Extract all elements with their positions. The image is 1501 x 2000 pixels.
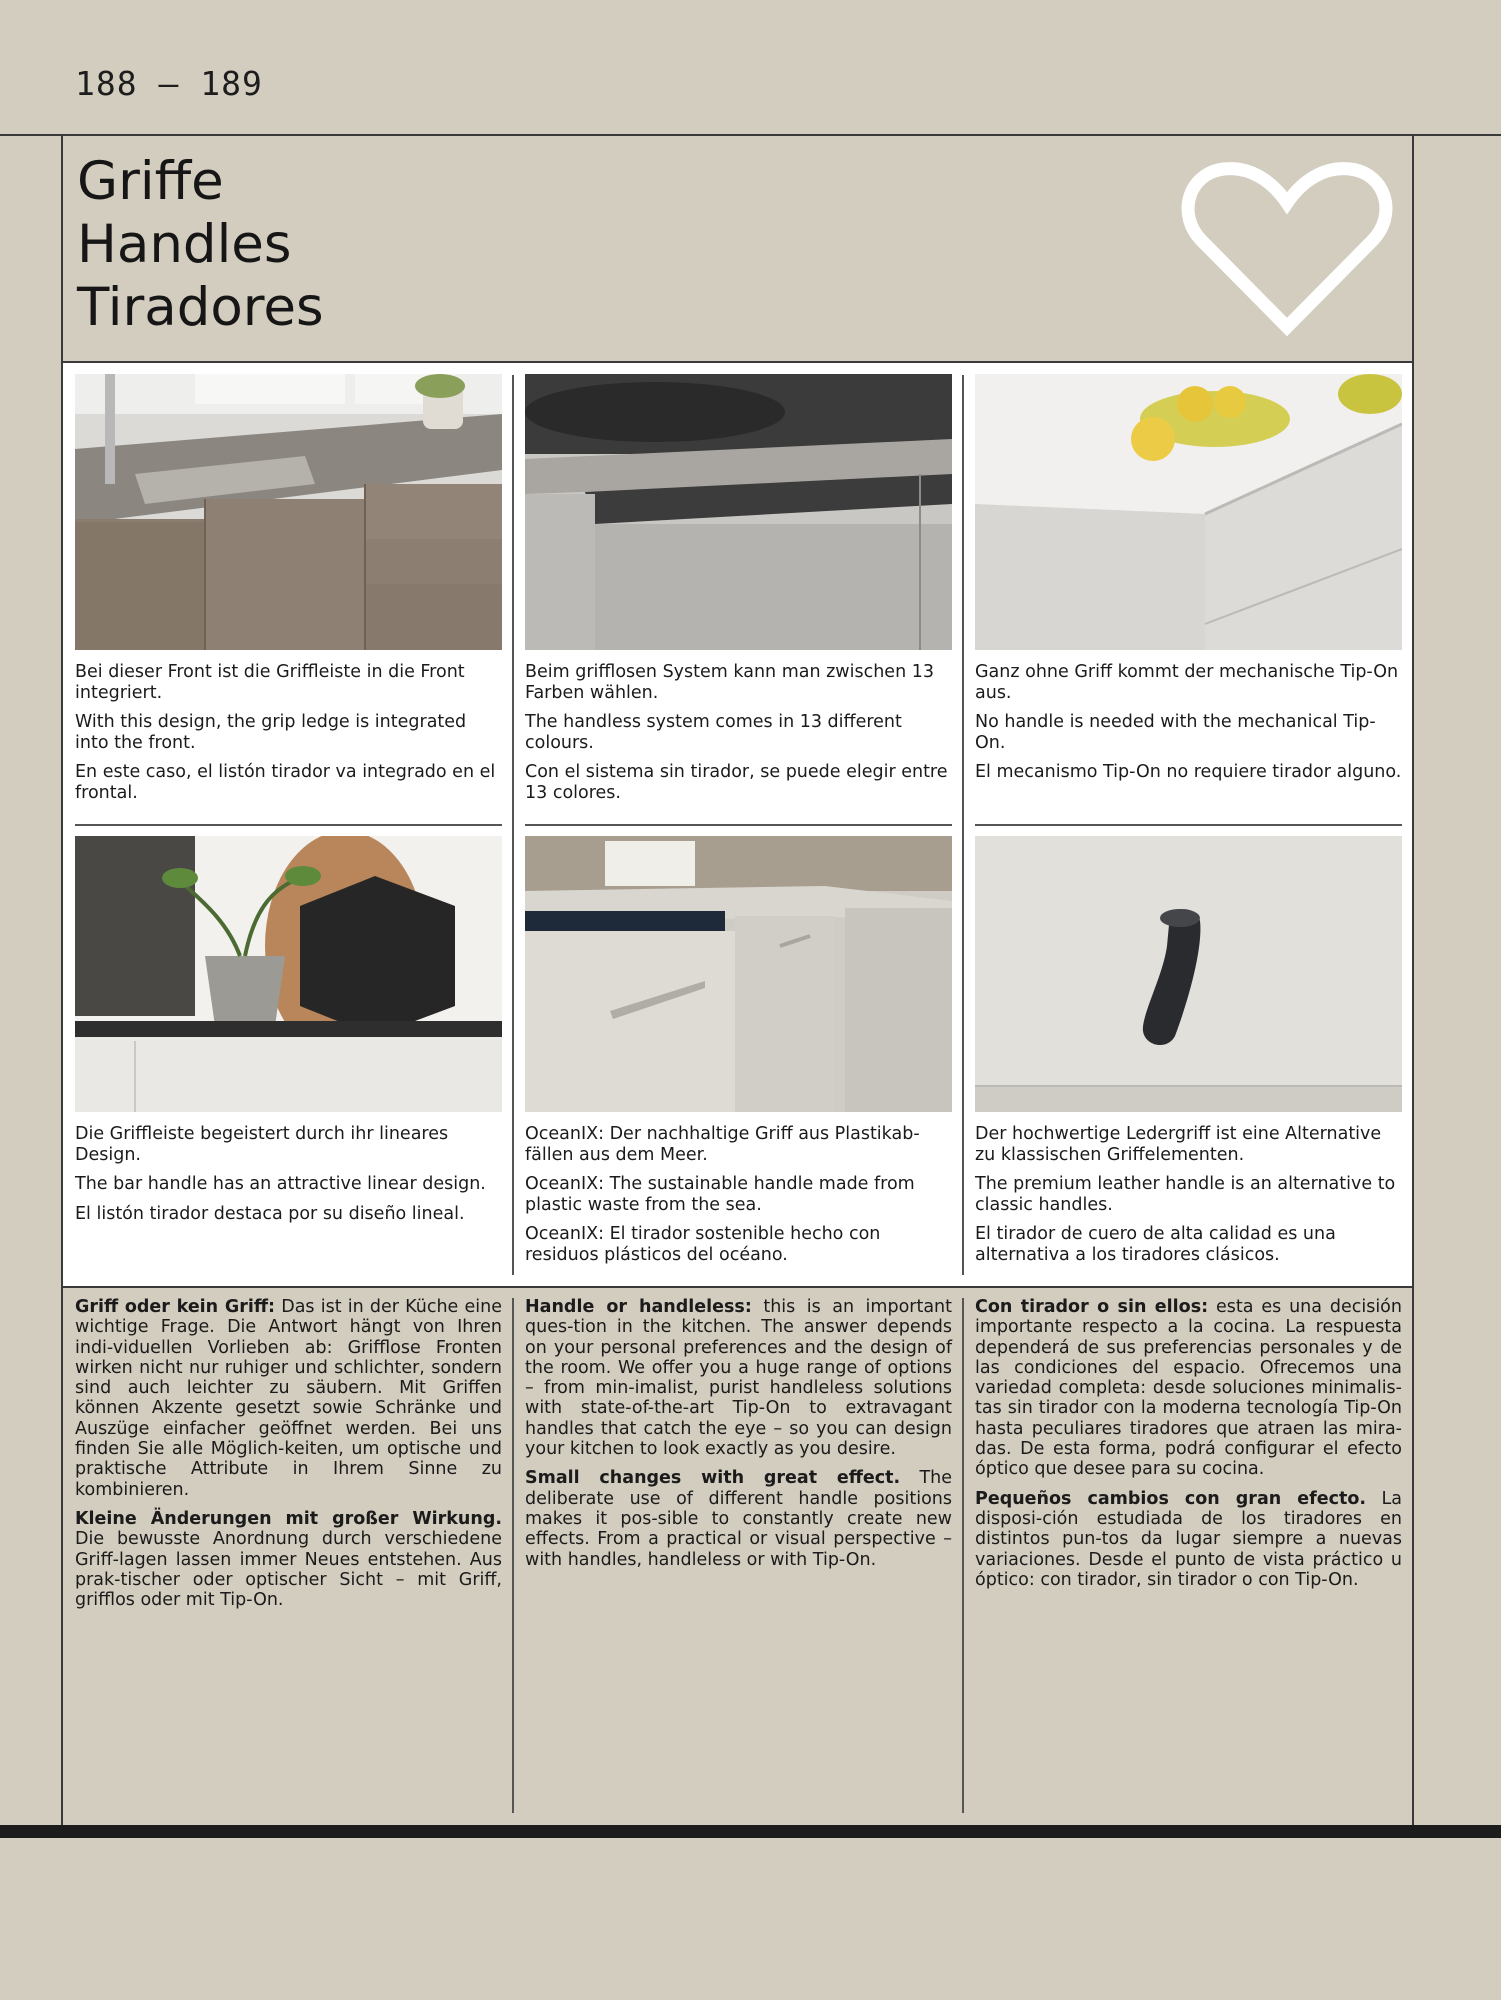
caption-german: Der hochwertige Ledergriff ist eine Alternative zu klassischen Griffelementen. — [975, 1124, 1382, 1165]
paragraph-lead: Con tirador o sin ellos: — [975, 1297, 1209, 1317]
caption-german: Ganz ohne Griff kommt der mechanische Tip-On aus. — [975, 662, 1399, 703]
product-card — [975, 374, 1402, 792]
paragraph-body: La disposi-ción estudiada de los tiradores en distintos pun-tos da lugar siempre a nuevas variaciones. Desde el punto de vista práctico u óptico: con tirador, sin tirador o con Tip-On. — [975, 1488, 1402, 1590]
caption-english: With this design, the grip ledge is integrated into the front. — [75, 712, 467, 753]
product-card — [525, 374, 952, 812]
kitchen-photo — [525, 836, 952, 1112]
kitchen-photo — [975, 374, 1402, 650]
title-english: Handles — [77, 214, 292, 275]
caption-spanish: El tirador de cuero de alta calidad es una alternativa a los tiradores clásicos. — [975, 1224, 1336, 1265]
paragraph-lead: Pequeños cambios con gran efecto. — [975, 1488, 1367, 1509]
paragraph-lead: Small changes with great effect. — [525, 1468, 901, 1489]
caption-english: The premium leather handle is an alternative to classic handles. — [975, 1174, 1396, 1215]
heart-outline-icon — [1180, 155, 1395, 345]
grid-bottom-rule — [61, 1286, 1414, 1288]
caption-spanish: El listón tirador destaca por su diseño lineal. — [75, 1203, 465, 1224]
row-rule — [525, 824, 952, 826]
text-column-german — [75, 1297, 502, 1619]
caption-english: The handless system comes in 13 different colours. — [525, 712, 902, 753]
frame-right-line — [1412, 135, 1414, 1825]
paragraph-body: Die bewusste Anordnung durch verschiedene Griff-lagen lassen immer Neues entstehen. Aus prak-tischer oder optischer Sicht – mit Griff, grifflos oder mit Tip-On. — [75, 1529, 502, 1611]
paragraph-body: The deliberate use of different handle positions makes it pos-sible to constantly create new effects. From a practical or visual perspective – with handles, handleless or with Tip-On. — [525, 1468, 952, 1570]
text-column-spanish — [975, 1297, 1402, 1599]
text-column-english — [525, 1297, 952, 1579]
product-card — [75, 374, 502, 812]
row-rule — [75, 824, 502, 826]
paragraph-body: this is an important ques-tion in the kitchen. The answer depends on your personal preferences and the design of the room. We offer you a huge range of options – from min-imalist, purist handleless solutions with state-of-the-art Tip-On to extravagant handles that catch the eye – so you can design your kitchen to look exactly as you desire. — [525, 1297, 953, 1460]
paragraph — [975, 1297, 1402, 1480]
paragraph-lead: Handle or handleless: — [525, 1297, 752, 1317]
paragraph — [75, 1297, 502, 1500]
title-german: Griffe — [77, 151, 224, 212]
column-divider — [512, 375, 514, 1275]
caption-english: The bar handle has an attractive linear design. — [75, 1174, 486, 1194]
column-divider — [962, 1298, 964, 1813]
product-card — [75, 836, 502, 1233]
column-divider — [962, 375, 964, 1275]
caption-spanish: El mecanismo Tip-On no requiere tirador alguno. — [975, 762, 1402, 782]
paragraph-body: esta es una decisión importante respecto a la cocina. La respuesta dependerá de sus preferencias personales y de las condiciones del espacio. Ofrecemos una variedad completa: desde soluciones minimalis-tas sin tirador con la moderna tecnología Tip-On hasta peculiares tiradores que atraen las mira-das. De esta forma, podrá configurar el efecto óptico que desee para su cocina. — [975, 1297, 1402, 1480]
paragraph — [75, 1509, 502, 1610]
product-card — [525, 836, 952, 1274]
paragraph — [975, 1489, 1402, 1590]
title-spanish: Tiradores — [77, 277, 324, 338]
kitchen-photo — [975, 836, 1402, 1112]
paragraph-lead: Kleine Änderungen mit großer Wirkung. — [75, 1508, 502, 1529]
page-numbers: 188 — 189 — [75, 64, 263, 103]
bottom-bar — [0, 1825, 1501, 1838]
caption-english: No handle is needed with the mechanical Tip-On. — [975, 712, 1376, 753]
caption-german: Bei dieser Front ist die Griffleiste in die Front integriert. — [75, 662, 465, 703]
caption-german: Beim grifflosen System kann man zwischen 13 Farben wählen. — [525, 662, 934, 703]
row-rule — [975, 824, 1402, 826]
paragraph — [525, 1468, 952, 1569]
kitchen-photo — [525, 374, 952, 650]
kitchen-photo — [75, 836, 502, 1112]
paragraph-lead: Griff oder kein Griff: — [75, 1297, 276, 1317]
caption-spanish: En este caso, el listón tirador va integrado en el frontal. — [75, 762, 496, 803]
caption-english: OceanIX: The sustainable handle made from plastic waste from the sea. — [525, 1174, 915, 1215]
caption-spanish: OceanIX: El tirador sostenible hecho con residuos plásticos del océano. — [525, 1224, 881, 1265]
column-divider — [512, 1298, 514, 1813]
caption-german: Die Griffleiste begeistert durch ihr lineares Design. — [75, 1124, 449, 1165]
caption-spanish: Con el sistema sin tirador, se puede elegir entre 13 colores. — [525, 762, 948, 803]
paragraph — [525, 1297, 952, 1459]
caption-german: OceanIX: Der nachhaltige Griff aus Plastikab-fällen aus dem Meer. — [525, 1124, 920, 1165]
paragraph-body: Das ist in der Küche eine wichtige Frage. Die Antwort hängt von Ihren indi-viduellen Vorlieben ab: Grifflose Fronten wirken nicht nur ruhiger und schlichter, sondern sind auch leichter zu säubern. Mit Griffen können Akzente gesetzt sowie Schränke und Auszüge einfacher geöffnet werden. Bei uns finden Sie alle Möglich-keiten, um optische und praktische Attribute in Ihrem Sinne zu kombinieren. — [75, 1297, 502, 1500]
kitchen-photo — [75, 374, 502, 650]
product-card — [975, 836, 1402, 1274]
